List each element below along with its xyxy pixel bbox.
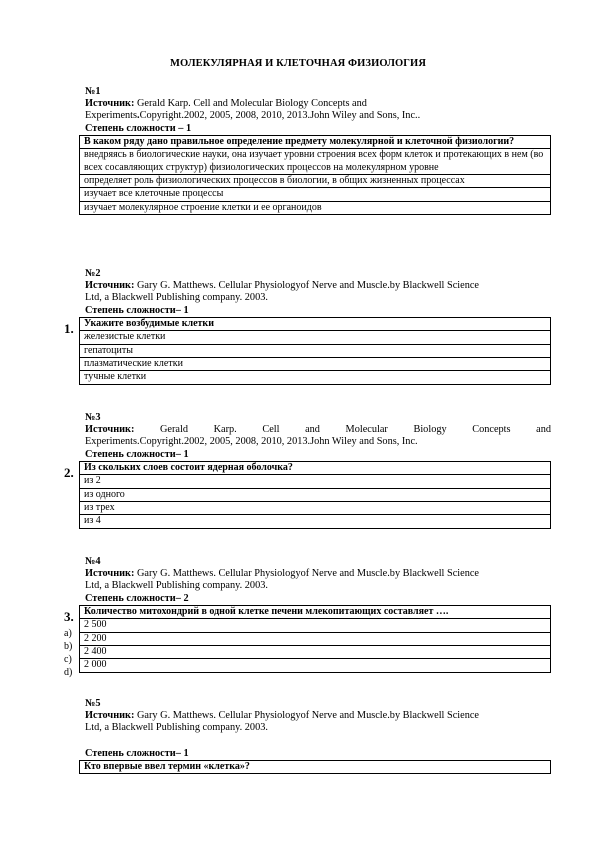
source-line bbox=[85, 98, 551, 110]
question-block-2 bbox=[85, 268, 551, 385]
question-table bbox=[79, 461, 551, 529]
question-number: №5 bbox=[85, 698, 101, 709]
question-table bbox=[79, 135, 551, 215]
answer-option: 2 400 bbox=[80, 646, 551, 659]
question-text: Количество митохондрий в одной клетке печени млекопитающих составляет …. bbox=[80, 605, 551, 618]
question-text: Кто впервые ввел термин «клетка»? bbox=[80, 760, 551, 773]
source-line-2: Experiments.Copyright.2002, 2005, 2008, 2010, 2013.John Wiley and Sons, Inc. bbox=[85, 436, 418, 448]
source-line bbox=[85, 280, 551, 292]
source-line bbox=[85, 710, 551, 722]
option-marker: c) bbox=[64, 654, 72, 665]
option-marker: d) bbox=[64, 667, 73, 678]
source-word: Molecular bbox=[345, 424, 388, 436]
answer-option: внедряясь в биологические науки, она изучает уровни строения всех форм клеток и протекающих в нем (во всех сосавляющих структур) физиологических процессов на молекулярном уровне bbox=[80, 149, 551, 175]
difficulty-level: Степень сложности– 2 bbox=[85, 592, 189, 604]
source-text: Copyright.2002, 2005, 2008, 2010, 2013.John Wiley and Sons, Inc.. bbox=[139, 110, 421, 122]
question-marker: 1. bbox=[64, 321, 74, 336]
page-title: МОЛЕКУЛЯРНАЯ И КЛЕТОЧНАЯ ФИЗИОЛОГИЯ bbox=[169, 58, 426, 69]
source-line-2: Ltd, a Blackwell Publishing company. 2003. bbox=[85, 580, 268, 592]
question-table bbox=[79, 317, 551, 385]
source-label: Источник: bbox=[85, 98, 135, 110]
question-table bbox=[79, 760, 551, 774]
answer-option: из трех bbox=[80, 502, 551, 515]
source-label: Источник: bbox=[85, 568, 135, 580]
source-line-2 bbox=[85, 110, 551, 122]
source-line-2: Ltd, a Blackwell Publishing company. 2003. bbox=[85, 722, 268, 734]
question-text: В каком ряду дано правильное определение предмету молекулярной и клеточной физиологии? bbox=[80, 135, 551, 148]
option-marker: b) bbox=[64, 641, 73, 652]
answer-option: 2 000 bbox=[80, 659, 551, 672]
source-line bbox=[85, 568, 551, 580]
source-word: and bbox=[536, 424, 551, 436]
question-block-4 bbox=[85, 556, 551, 673]
question-block-1 bbox=[85, 86, 551, 215]
answer-option: из одного bbox=[80, 488, 551, 501]
question-table bbox=[79, 605, 551, 673]
answer-option: 2 200 bbox=[80, 632, 551, 645]
question-marker: 2. bbox=[64, 465, 74, 480]
difficulty-level: Степень сложности– 1 bbox=[85, 304, 189, 316]
source-line bbox=[85, 424, 551, 436]
source-label: Источник: bbox=[85, 424, 135, 436]
source-text: Gary G. Matthews. Cellular Physiologyof Nerve and Muscle.by Blackwell Science bbox=[137, 710, 480, 722]
source-text: Gary G. Matthews. Cellular Physiologyof Nerve and Muscle.by Blackwell Science bbox=[137, 280, 480, 292]
question-number: №1 bbox=[85, 86, 101, 97]
source-word: Karp. bbox=[213, 424, 237, 436]
question-text: Укажите возбудимые клетки bbox=[80, 317, 551, 330]
answer-option: изучает молекулярное строение клетки и ее органоидов bbox=[80, 201, 551, 214]
answer-option: гепатоциты bbox=[80, 344, 551, 357]
source-label: Источник: bbox=[85, 710, 135, 722]
difficulty-level: Степень сложности– 1 bbox=[85, 448, 189, 460]
question-number: №4 bbox=[85, 556, 101, 567]
source-line-2: Ltd, a Blackwell Publishing company. 2003. bbox=[85, 292, 268, 304]
question-marker: 3. bbox=[64, 609, 74, 624]
source-word: Concepts bbox=[472, 424, 511, 436]
answer-option: из 2 bbox=[80, 475, 551, 488]
difficulty-level: Степень сложности – 1 bbox=[85, 122, 192, 134]
answer-option: 2 500 bbox=[80, 619, 551, 632]
difficulty-level: Степень сложности– 1 bbox=[85, 747, 189, 759]
answer-option: тучные клетки bbox=[80, 371, 551, 384]
source-label: Источник: bbox=[85, 280, 135, 292]
question-number: №3 bbox=[85, 412, 101, 423]
source-word: and bbox=[305, 424, 320, 436]
source-word: Biology bbox=[413, 424, 447, 436]
source-word: Gerald bbox=[160, 424, 189, 436]
answer-option: плазматические клетки bbox=[80, 358, 551, 371]
question-block-5 bbox=[85, 698, 551, 774]
spacer bbox=[85, 735, 551, 748]
answer-option: железистые клетки bbox=[80, 331, 551, 344]
source-text: Gary G. Matthews. Cellular Physiologyof Nerve and Muscle.by Blackwell Science bbox=[137, 568, 480, 580]
answer-option: определяет роль физиологических процессов в биологии, в общих жизненных процессах bbox=[80, 175, 551, 188]
source-dot: . bbox=[137, 110, 140, 122]
question-text: Из скольких слоев состоит ядерная оболочка? bbox=[80, 461, 551, 474]
question-block-3 bbox=[85, 412, 551, 529]
option-marker: a) bbox=[64, 628, 72, 639]
source-text: Experiments bbox=[85, 110, 138, 122]
answer-option: изучает все клеточные процессы bbox=[80, 188, 551, 201]
source-word: Cell bbox=[262, 424, 280, 436]
source-text: Gerald Karp. Cell and Molecular Biology Concepts and bbox=[137, 98, 367, 110]
answer-option: из 4 bbox=[80, 515, 551, 528]
question-number: №2 bbox=[85, 268, 101, 279]
